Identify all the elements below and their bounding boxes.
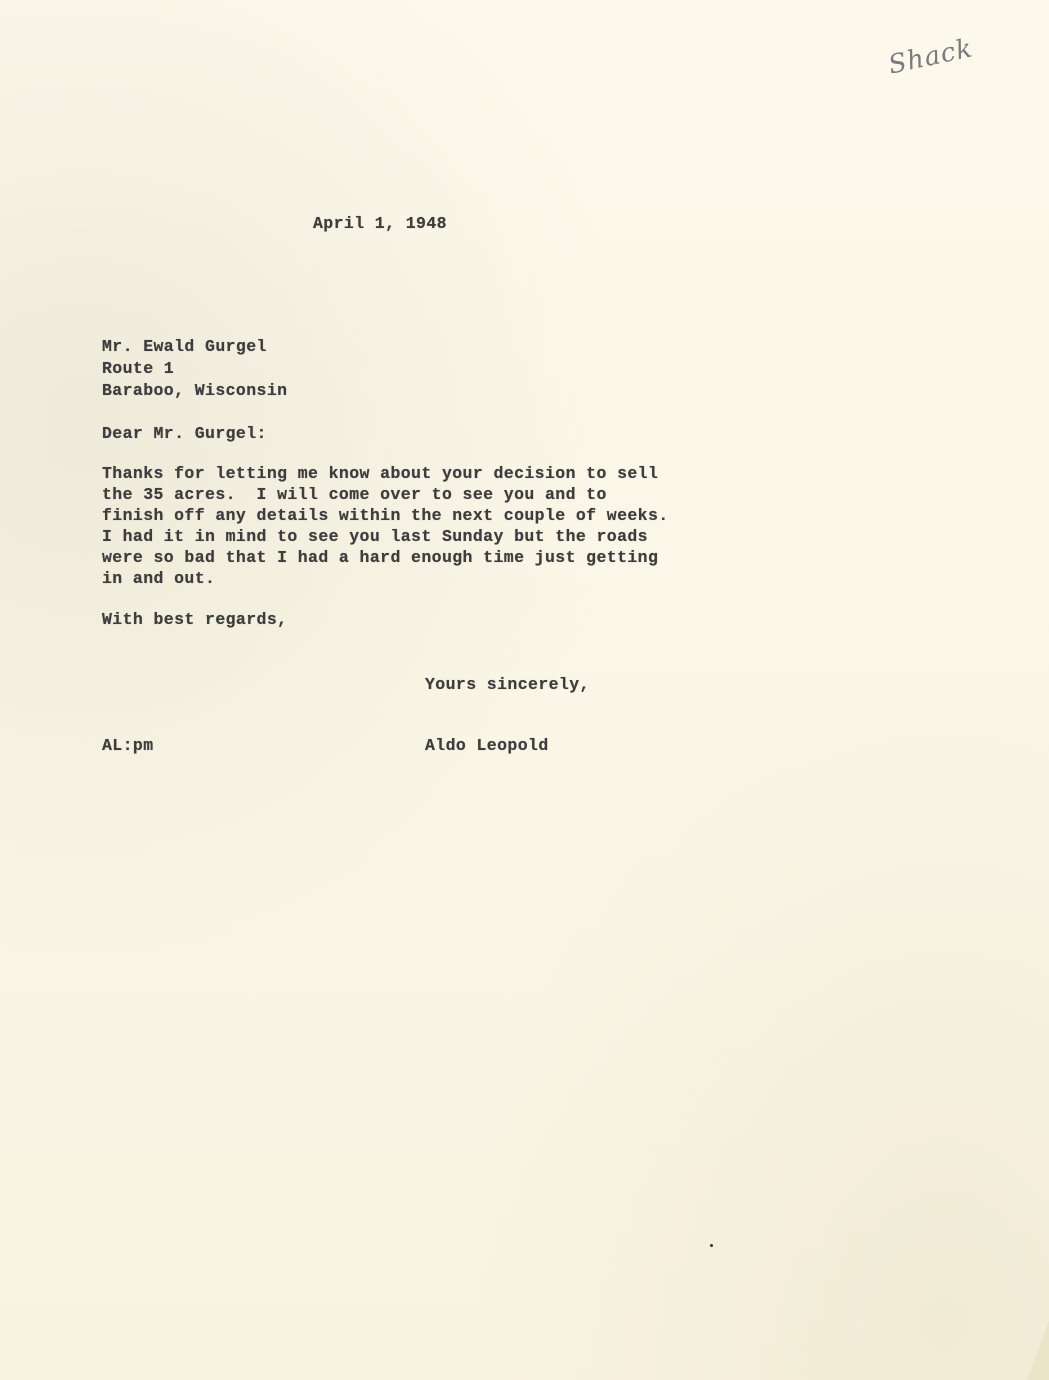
recipient-name: Mr. Ewald Gurgel [102,337,267,356]
ink-speck [710,1244,713,1247]
body-line: in and out. [102,569,216,588]
recipient-city: Baraboo, Wisconsin [102,381,288,400]
salutation: Dear Mr. Gurgel: [102,424,267,443]
body-line: the 35 acres. I will come over to see you and to [102,485,607,504]
body-line: I had it in mind to see you last Sunday but the roads [102,527,648,546]
letter-date: April 1, 1948 [313,214,447,233]
paper-edge [1027,1320,1049,1380]
signature-name: Aldo Leopold [425,736,549,755]
body-line: finish off any details within the next couple of weeks. [102,506,669,525]
body-line: Thanks for letting me know about your decision to sell [102,464,659,483]
regards-line: With best regards, [102,610,288,629]
body-line: were so bad that I had a hard enough time just getting [102,548,659,567]
closing-line: Yours sincerely, [425,675,590,694]
typist-initials: AL:pm [102,736,154,755]
recipient-street: Route 1 [102,359,175,378]
handwritten-annotation: Shack [885,33,976,81]
